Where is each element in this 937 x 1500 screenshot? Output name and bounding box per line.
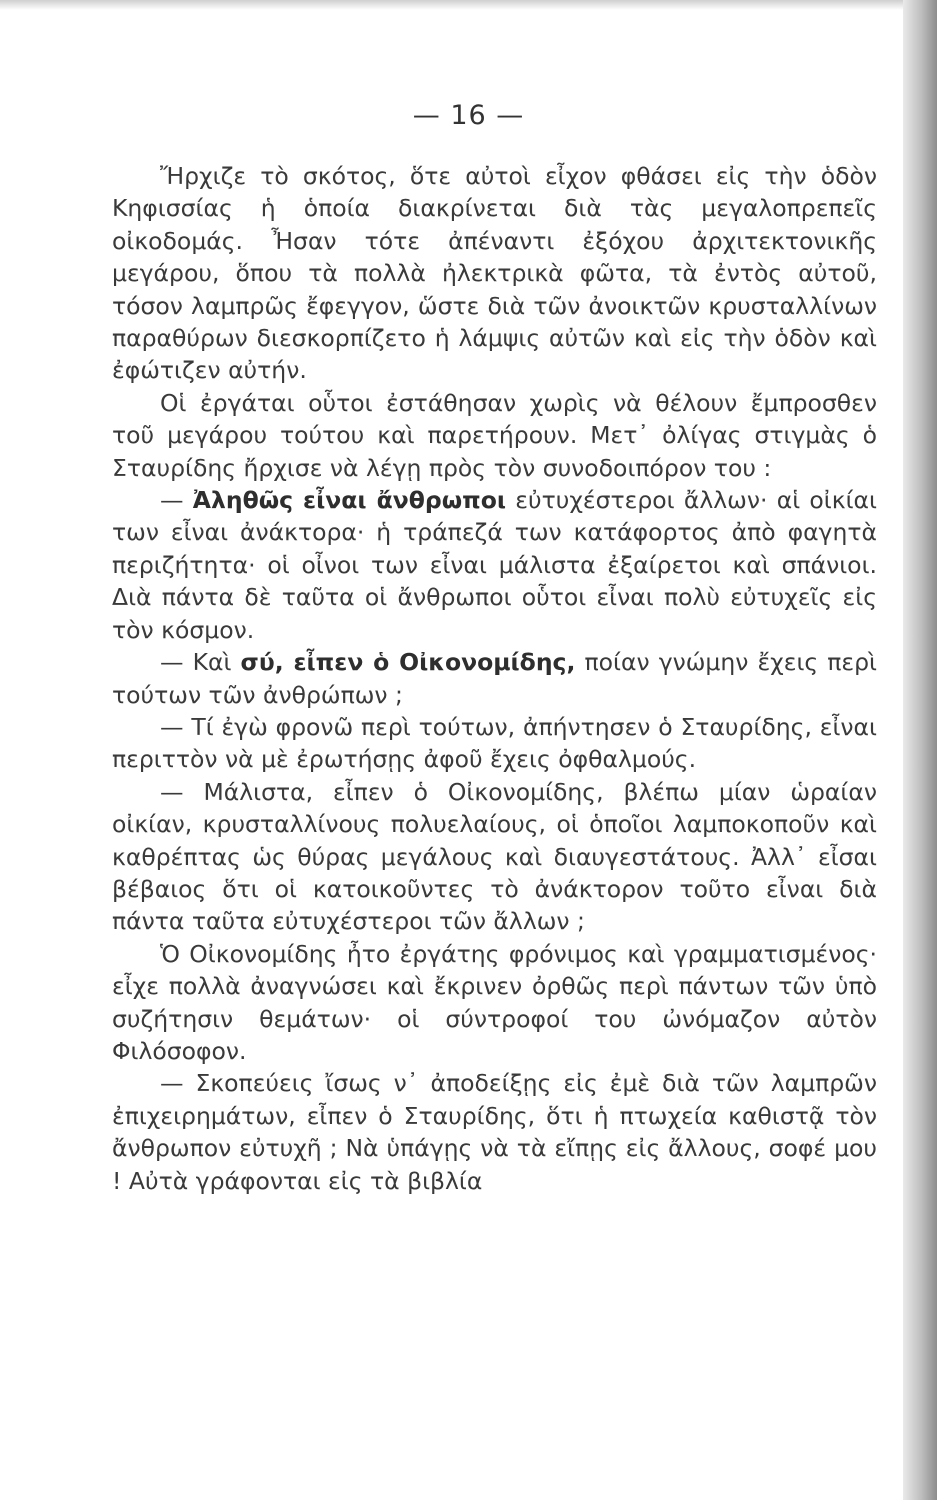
paragraph-text: ποίαν γνώμην ἔχεις περὶ τούτων τῶν ἀνθρώπων ; xyxy=(112,648,878,709)
paragraph-text: — Σκοπεύεις ἴσως ν᾽ ἀποδείξῃς εἰς ἐμὲ διὰ τῶν λαμπρῶν ἐπιχειρημάτων, εἶπεν ὁ Σταυρίδης, ὅτι ἡ πτωχεία καθιστᾷ τὸν ἄνθρωπον εὐτυχῆ ; Νὰ ὑπάγῃς νὰ τὰ εἴπῃς εἰς ἄλλους, σοφέ μου ! Αὐτὰ γράφονται εἰς τὰ βιβλία xyxy=(112,1069,877,1195)
body-text xyxy=(112,160,877,1197)
paragraph-text: — Μάλιστα, εἶπεν ὁ Οἰκονομίδης, βλέπω μίαν ὡραίαν οἰκίαν, κρυσταλλίνους πολυελαίους, οἱ ὁποῖοι λαμποκοποῦν καὶ καθρέπτας ὡς θύρας μεγάλους καὶ διαυγεστάτους. Ἀλλ᾽ εἶσαι βέβαιος ὅτι οἱ κατοικοῦντες τὸ ἀνάκτορον τοῦτο εἶναι διὰ πάντα ταῦτα εὐτυχέστεροι τῶν ἄλλων ; xyxy=(112,777,877,936)
paragraph xyxy=(112,160,877,387)
paragraph-text: Οἱ ἐργάται οὗτοι ἐστάθησαν χωρὶς νὰ θέλουν ἔμπροσθεν τοῦ μεγάρου τούτου καὶ παρετήρουν. Μετ᾽ ὀλίγας στιγμὰς ὁ Σταυρίδης ἤρχισε νὰ λέγῃ πρὸς τὸν συνοδοιπόρον του : xyxy=(112,388,877,482)
paragraph xyxy=(112,1067,877,1197)
paragraph-text: — Τί ἐγὼ φρονῶ περὶ τούτων, ἀπήντησεν ὁ Σταυρίδης, εἶναι περιττὸν νὰ μὲ ἐρωτήσῃς ἀφοῦ ἔχεις ὀφθαλμούς. xyxy=(112,712,877,774)
paragraph-text: Ὁ Οἰκονομίδης ἦτο ἐργάτης φρόνιμος καὶ γραμματισμένος· εἶχε πολλὰ ἀναγνώσει καὶ ἔκρινεν ὀρθῶς περὶ πάντων τῶν ὑπὸ συζήτησιν θεμάτων· οἱ σύντροφοί του ὠνόμαζον αὐτὸν Φιλόσοφον. xyxy=(112,939,877,1065)
paragraph xyxy=(112,938,877,1068)
paragraph xyxy=(112,484,877,646)
bold-text: σύ, εἶπεν ὁ Οἰκονομίδης, xyxy=(240,648,576,677)
paragraph xyxy=(112,387,877,484)
page-number: — 16 — xyxy=(412,100,525,131)
page-binding-edge xyxy=(903,0,937,1500)
paragraph xyxy=(112,646,877,711)
paragraph-text: Ἤρχιζε τὸ σκότος, ὅτε αὐτοὶ εἶχον φθάσει εἰς τὴν ὁδὸν Κηφισσίας ἡ ὁποία διακρίνεται διὰ τὰς μεγαλοπρεπεῖς οἰκοδομάς. Ἦσαν τότε ἀπέναντι ἐξόχου ἀρχιτεκτονικῆς μεγάρου, ὅπου τὰ πολλὰ ἠλεκτρικὰ φῶτα, τὰ ἐντὸς αὐτοῦ, τόσον λαμπρῶς ἔφεγγον, ὥστε διὰ τῶν ἀνοικτῶν κρυσταλλίνων παραθύρων διεσκορπίζετο ἡ λάμψις αὐτῶν καὶ εἰς τὴν ὁδὸν καὶ ἐφώτιζεν αὐτήν. xyxy=(112,162,877,385)
paragraph xyxy=(112,711,877,776)
scan-top-shadow xyxy=(0,0,937,10)
paragraph xyxy=(112,776,877,938)
bold-text: Ἀληθῶς εἶναι ἄνθρωποι xyxy=(192,486,507,515)
dialogue-dash: — xyxy=(160,486,193,515)
dialogue-dash: — Καὶ xyxy=(160,648,241,677)
paragraph-text: εὐτυχέστεροι ἄλλων· αἱ οἰκίαι των εἶναι ἀνάκτορα· ἡ τράπεζά των κατάφορτος ἀπὸ φαγητὰ περιζήτητα· οἱ οἶνοι των εἶναι μάλιστα ἐξαίρετοι καὶ σπάνιοι. Διὰ πάντα δὲ ταῦτα οἱ ἄνθρωποι οὗτοι εἶναι πολὺ εὐτυχεῖς εἰς τὸν κόσμον. xyxy=(112,486,877,644)
